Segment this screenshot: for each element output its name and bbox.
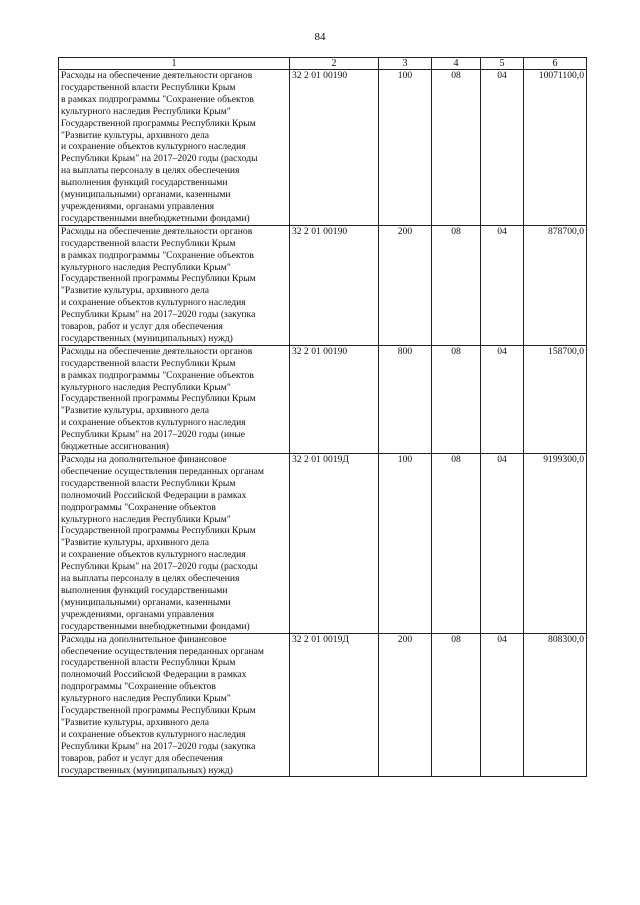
- target-code: 32 2 01 00190: [290, 70, 379, 226]
- description-line: в рамках подпрограммы "Сохранение объектов: [61, 369, 254, 381]
- description-line: выполнения функций государственными: [61, 177, 228, 189]
- description-line: Расходы на дополнительное финансовое: [61, 454, 227, 465]
- section-code: 08: [432, 345, 481, 453]
- description-line: и сохранение объектов культурного наследия: [61, 728, 246, 740]
- table-row: [59, 345, 587, 453]
- description-line: "Развитие культуры, архивного дела: [61, 405, 210, 417]
- description-line: товаров, работ и услуг для обеспечения: [61, 752, 223, 764]
- column-header: 5: [481, 58, 524, 70]
- target-code: 32 2 01 00190: [290, 345, 379, 453]
- description-line: государственной власти Республики Крым: [61, 477, 236, 489]
- description-line: и сохранение объектов культурного наследия: [61, 417, 246, 429]
- description-line: Расходы на дополнительное финансовое: [61, 633, 227, 645]
- description-line: Республики Крым" на 2017–2020 годы (расходы: [61, 153, 258, 165]
- budget-table: [58, 57, 587, 777]
- description-line: на выплаты персоналу в целях обеспечения: [61, 573, 240, 585]
- table-row: [59, 454, 587, 634]
- expense-type-code: 200: [379, 225, 432, 345]
- description-line: подпрограммы "Сохранение объектов: [61, 681, 216, 693]
- amount-value: 158700,0: [524, 345, 587, 453]
- section-code: 08: [432, 633, 481, 777]
- description-line: бюджетные ассигнования): [61, 441, 169, 453]
- expense-description: [59, 345, 290, 453]
- description-line: выполнения функций государственными: [61, 584, 228, 596]
- description-line: государственными внебюджетными фондами): [61, 212, 250, 224]
- description-line: обеспечение осуществления переданных органам: [61, 465, 264, 477]
- subsection-code: 04: [481, 225, 524, 345]
- amount-value: 9199300,0: [524, 454, 587, 634]
- description-line: (муниципальными) органами, казенными: [61, 189, 231, 201]
- subsection-code: 04: [481, 454, 524, 634]
- description-line: Расходы на обеспечение деятельности органов: [61, 70, 253, 81]
- description-line: Республики Крым" на 2017–2020 годы (иные: [61, 429, 246, 441]
- description-line: "Развитие культуры, архивного дела: [61, 129, 210, 141]
- table-row: [59, 70, 587, 226]
- description-line: полномочий Российской Федерации в рамках: [61, 669, 247, 681]
- description-line: подпрограммы "Сохранение объектов: [61, 501, 216, 513]
- expense-type-code: 100: [379, 70, 432, 226]
- column-header: 4: [432, 58, 481, 70]
- column-header: 3: [379, 58, 432, 70]
- expense-description: [59, 454, 290, 634]
- description-line: на выплаты персоналу в целях обеспечения: [61, 165, 240, 177]
- description-line: государственной власти Республики Крым: [61, 81, 236, 93]
- subsection-code: 04: [481, 70, 524, 226]
- description-line: и сохранение объектов культурного наследия: [61, 297, 246, 309]
- description-line: Республики Крым" на 2017–2020 годы (закупка: [61, 309, 256, 321]
- description-line: Государственной программы Республики Крым: [61, 117, 256, 129]
- description-line: полномочий Российской Федерации в рамках: [61, 489, 247, 501]
- amount-value: 10071100,0: [524, 70, 587, 226]
- description-line: Расходы на обеспечение деятельности органов: [61, 345, 253, 357]
- description-line: культурного наследия Республики Крым": [61, 261, 231, 273]
- target-code: 32 2 01 0019Д: [290, 454, 379, 634]
- description-line: учреждениями, органами управления: [61, 200, 215, 212]
- expense-type-code: 200: [379, 633, 432, 777]
- description-line: (муниципальными) органами, казенными: [61, 596, 231, 608]
- description-line: государственными внебюджетными фондами): [61, 620, 250, 632]
- description-line: государственных (муниципальных) нужд): [61, 332, 233, 344]
- description-line: государственной власти Республики Крым: [61, 237, 236, 249]
- description-line: "Развитие культуры, архивного дела: [61, 716, 210, 728]
- target-code: 32 2 01 00190: [290, 225, 379, 345]
- description-line: Государственной программы Республики Крым: [61, 273, 256, 285]
- description-line: обеспечение осуществления переданных органам: [61, 645, 264, 657]
- column-header: 1: [59, 58, 290, 70]
- table-row: [59, 633, 587, 777]
- expense-description: [59, 225, 290, 345]
- expense-description: [59, 633, 290, 777]
- amount-value: 808300,0: [524, 633, 587, 777]
- expense-type-code: 100: [379, 454, 432, 634]
- section-code: 08: [432, 225, 481, 345]
- target-code: 32 2 01 0019Д: [290, 633, 379, 777]
- description-line: государственной власти Республики Крым: [61, 657, 236, 669]
- description-line: учреждениями, органами управления: [61, 608, 215, 620]
- description-line: в рамках подпрограммы "Сохранение объектов: [61, 249, 254, 261]
- description-line: государственной власти Республики Крым: [61, 357, 236, 369]
- description-line: Государственной программы Республики Крым: [61, 705, 256, 717]
- section-code: 08: [432, 454, 481, 634]
- description-line: "Развитие культуры, архивного дела: [61, 537, 210, 549]
- description-line: государственных (муниципальных) нужд): [61, 764, 233, 776]
- description-line: "Развитие культуры, архивного дела: [61, 285, 210, 297]
- subsection-code: 04: [481, 633, 524, 777]
- description-line: Государственной программы Республики Крым: [61, 393, 256, 405]
- expense-type-code: 800: [379, 345, 432, 453]
- description-line: культурного наследия Республики Крым": [61, 693, 231, 705]
- description-line: Республики Крым" на 2017–2020 годы (расходы: [61, 561, 258, 573]
- description-line: и сохранение объектов культурного наследия: [61, 549, 246, 561]
- amount-value: 878700,0: [524, 225, 587, 345]
- description-line: в рамках подпрограммы "Сохранение объектов: [61, 93, 254, 105]
- description-line: товаров, работ и услуг для обеспечения: [61, 321, 223, 333]
- page-number: 84: [314, 31, 326, 43]
- table-header-row: [59, 58, 587, 70]
- description-line: и сохранение объектов культурного наследия: [61, 141, 246, 153]
- description-line: культурного наследия Республики Крым": [61, 105, 231, 117]
- subsection-code: 04: [481, 345, 524, 453]
- section-code: 08: [432, 70, 481, 226]
- table-row: [59, 225, 587, 345]
- description-line: Государственной программы Республики Крым: [61, 525, 256, 537]
- column-header: 6: [524, 58, 587, 70]
- description-line: Расходы на обеспечение деятельности органов: [61, 225, 253, 237]
- description-line: культурного наследия Республики Крым": [61, 513, 231, 525]
- description-line: Республики Крым" на 2017–2020 годы (закупка: [61, 740, 256, 752]
- column-header: 2: [290, 58, 379, 70]
- description-line: культурного наследия Республики Крым": [61, 381, 231, 393]
- expense-description: [59, 70, 290, 226]
